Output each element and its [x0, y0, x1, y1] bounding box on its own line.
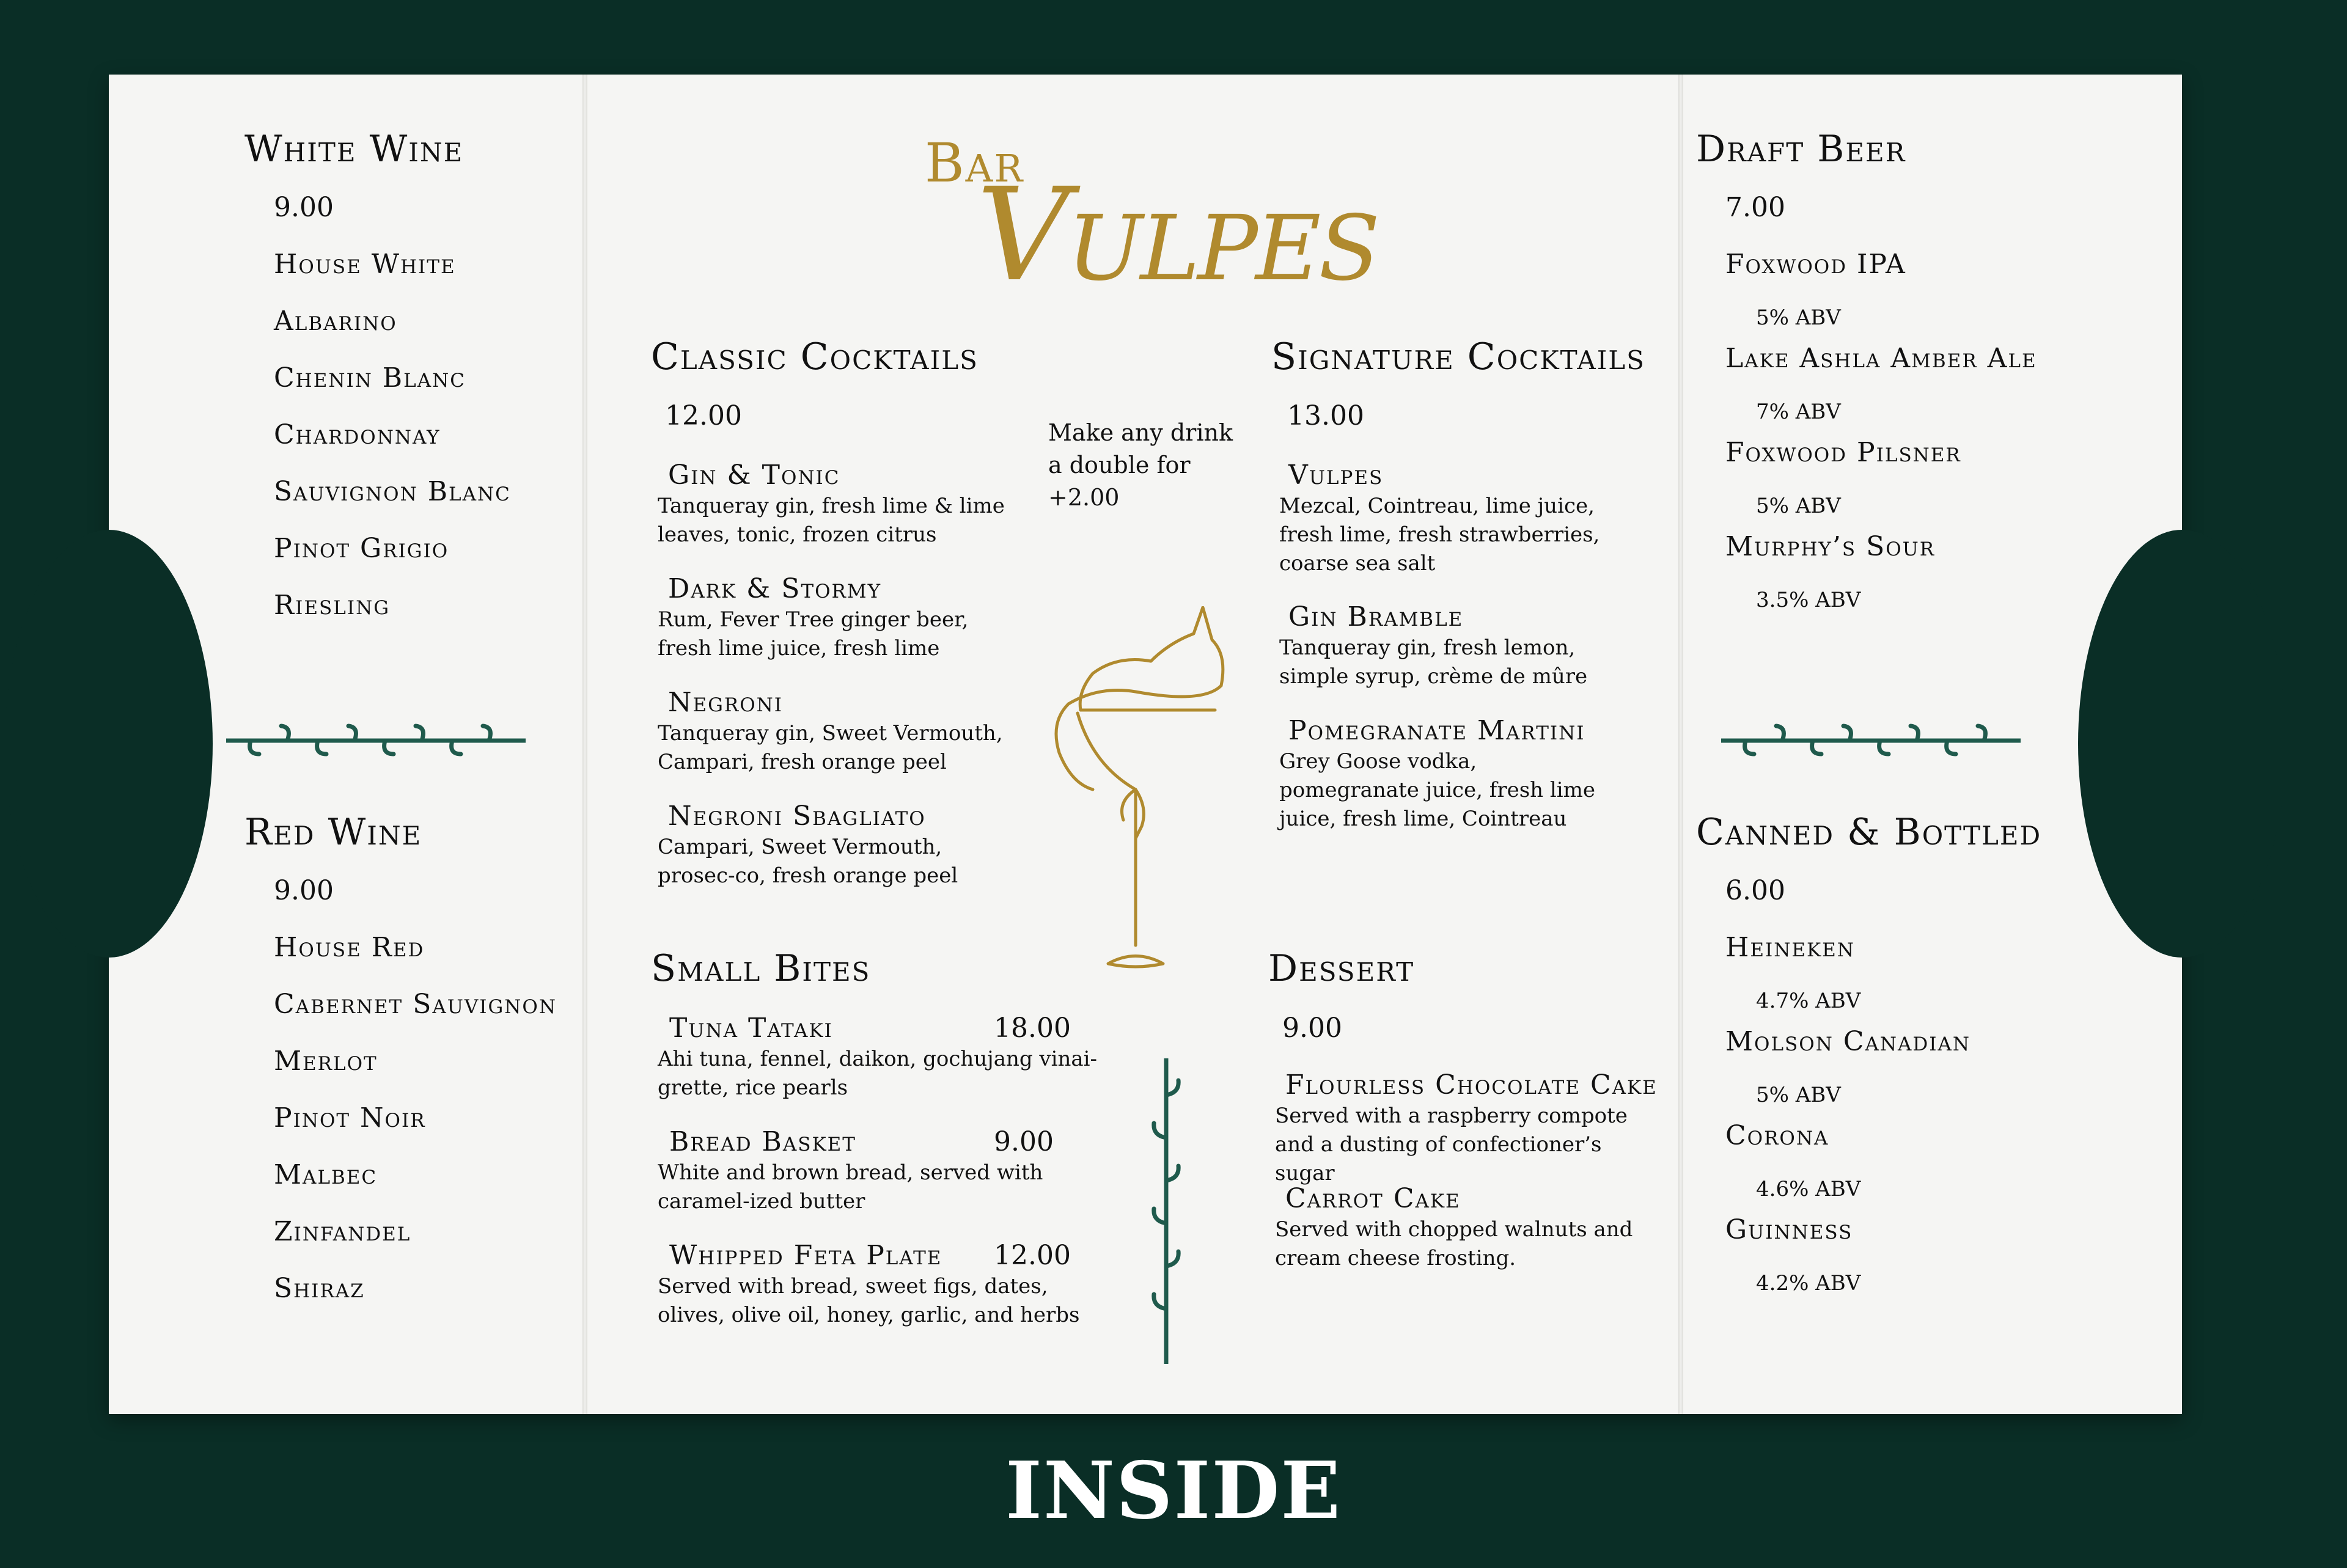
brand-prefix: Bar	[925, 131, 1024, 194]
red-wine-item: Malbec	[274, 1159, 378, 1190]
beer-name: Molson Canadian	[1725, 1026, 1971, 1057]
white-wine-item: Chardonnay	[274, 419, 441, 450]
bite-description: Ahi tuna, fennel, daikon, gochujang vinai-grette, rice pearls	[658, 1047, 1098, 1100]
beer-abv: 7% ABV	[1756, 400, 1841, 424]
beer-abv: 5% ABV	[1756, 494, 1841, 518]
white-wine-item: Albarino	[274, 306, 397, 337]
bite-price: 12.00	[994, 1240, 1071, 1271]
bite-description: White and brown bread, served with caramel-ized butter	[658, 1160, 1043, 1214]
beer-abv: 3.5% ABV	[1756, 588, 1861, 612]
dessert-name: Carrot Cake	[1285, 1183, 1461, 1214]
red-wine-item: Shiraz	[274, 1273, 365, 1304]
white-wine-item: Pinot Grigio	[274, 533, 449, 564]
bite-price: 9.00	[994, 1126, 1054, 1157]
white-wine-item: Riesling	[274, 590, 390, 621]
small-bites-title: Small Bites	[651, 947, 871, 990]
cocktail-description: Tanqueray gin, fresh lime & lime leaves, tonic, frozen citrus	[658, 494, 1005, 547]
white-wine-price: 9.00	[274, 192, 334, 223]
red-wine-item: Merlot	[274, 1046, 378, 1077]
beer-abv: 4.2% ABV	[1756, 1271, 1861, 1295]
footer-label: INSIDE	[1005, 1445, 1342, 1537]
beer-abv: 5% ABV	[1756, 306, 1841, 330]
red-wine-item: Cabernet Sauvignon	[274, 989, 557, 1020]
bite-description: Served with bread, sweet figs, dates, olives, olive oil, honey, garlic, and herbs	[658, 1274, 1080, 1327]
signature-cocktails-title: Signature Cocktails	[1271, 335, 1645, 378]
dessert-name: Flourless Chocolate Cake	[1285, 1069, 1658, 1101]
cocktail-name: Pomegranate Martini	[1288, 715, 1585, 746]
classic-cocktails-title: Classic Cocktails	[651, 335, 979, 378]
cocktail-description: Rum, Fever Tree ginger beer, fresh lime juice, fresh lime	[658, 607, 969, 661]
canned-bottled-title: Canned & Bottled	[1696, 811, 2042, 854]
bite-price: 18.00	[994, 1013, 1071, 1044]
brand-name: Vulpes	[977, 160, 1378, 310]
vine-divider-icon	[1721, 722, 2021, 759]
notch-right	[2078, 530, 2286, 958]
cocktail-description: Campari, Sweet Vermouth, prosec-co, fresh orange peel	[658, 835, 958, 888]
white-wine-title: White Wine	[244, 128, 464, 170]
canned-bottled-price: 6.00	[1725, 875, 1785, 906]
cocktail-description: Tanqueray gin, fresh lemon, simple syrup, crème de mûre	[1279, 636, 1588, 689]
fold-left	[582, 75, 587, 1414]
signature-cocktails-price: 13.00	[1287, 400, 1364, 431]
cocktail-name: Gin Bramble	[1288, 601, 1464, 632]
beer-abv: 4.7% ABV	[1756, 989, 1861, 1013]
cocktail-description: Tanqueray gin, Sweet Vermouth, Campari, fresh orange peel	[658, 721, 1003, 774]
beer-name: Foxwood IPA	[1725, 249, 1906, 280]
beer-name: Guinness	[1725, 1214, 1853, 1245]
fox-glass-icon	[1044, 606, 1240, 973]
cocktail-name: Dark & Stormy	[668, 573, 882, 604]
fold-right	[1678, 75, 1683, 1414]
double-note: Make any drink a double for +2.00	[1048, 419, 1233, 511]
beer-name: Lake Ashla Amber Ale	[1725, 343, 2037, 374]
cocktail-description: Grey Goose vodka, pomegranate juice, fresh lime juice, fresh lime, Cointreau	[1279, 749, 1595, 831]
notch-left	[5, 530, 213, 958]
beer-name: Murphy’s Sour	[1725, 531, 1936, 562]
bite-name: Whipped Feta Plate	[669, 1240, 942, 1271]
red-wine-item: House Red	[274, 932, 425, 963]
red-wine-price: 9.00	[274, 875, 334, 906]
white-wine-item: Chenin Blanc	[274, 362, 466, 394]
bite-name: Tuna Tataki	[669, 1013, 833, 1044]
cocktail-name: Negroni Sbagliato	[668, 800, 926, 832]
dessert-description: Served with chopped walnuts and cream cheese frosting.	[1275, 1217, 1633, 1270]
red-wine-item: Zinfandel	[274, 1216, 411, 1247]
cocktail-name: Gin & Tonic	[668, 460, 840, 491]
menu-sheet	[109, 75, 2182, 1414]
classic-cocktails-price: 12.00	[665, 400, 742, 431]
vine-vertical-icon	[1142, 1058, 1191, 1364]
red-wine-title: Red Wine	[244, 811, 422, 854]
beer-abv: 4.6% ABV	[1756, 1177, 1861, 1201]
white-wine-item: House White	[274, 249, 456, 280]
cocktail-description: Mezcal, Cointreau, lime juice, fresh lime, fresh strawberries, coarse sea salt	[1279, 494, 1600, 576]
bite-name: Bread Basket	[669, 1126, 856, 1157]
beer-name: Heineken	[1725, 932, 1855, 963]
beer-name: Foxwood Pilsner	[1725, 437, 1961, 468]
red-wine-item: Pinot Noir	[274, 1102, 426, 1134]
dessert-title: Dessert	[1268, 947, 1415, 990]
draft-beer-price: 7.00	[1725, 192, 1785, 223]
cocktail-name: Negroni	[668, 687, 784, 718]
cocktail-name: Vulpes	[1288, 460, 1384, 491]
beer-abv: 5% ABV	[1756, 1083, 1841, 1107]
vine-divider-icon	[226, 722, 526, 759]
dessert-description: Served with a raspberry compote and a dusting of confectioner’s sugar	[1275, 1104, 1628, 1185]
dessert-price: 9.00	[1282, 1013, 1342, 1044]
draft-beer-title: Draft Beer	[1696, 128, 1906, 170]
white-wine-item: Sauvignon Blanc	[274, 476, 511, 507]
beer-name: Corona	[1725, 1120, 1829, 1151]
